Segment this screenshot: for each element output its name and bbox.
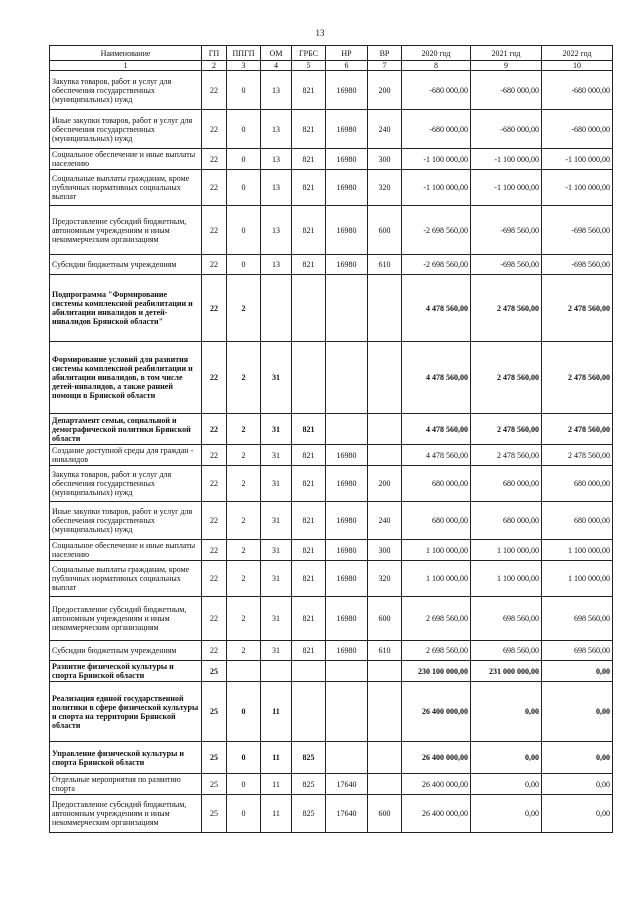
col-index-cell: 3	[227, 61, 261, 71]
year-2020-cell: 1 100 000,00	[402, 561, 471, 597]
nr-cell: 16980	[326, 255, 368, 275]
grbs-cell	[292, 275, 326, 342]
ppgp-cell: 0	[227, 682, 261, 742]
col-gp-header: ГП	[202, 46, 227, 61]
col-index-cell: 7	[368, 61, 402, 71]
grbs-cell: 821	[292, 149, 326, 170]
table-row	[50, 795, 613, 833]
vr-cell: 240	[368, 110, 402, 149]
row-name-cell: Социальные выплаты гражданам, кроме публичных нормативных социальных выплат	[50, 170, 202, 206]
om-cell: 13	[261, 110, 292, 149]
grbs-cell: 821	[292, 466, 326, 502]
nr-cell: 16980	[326, 206, 368, 255]
om-cell	[261, 661, 292, 682]
row-name-cell: Департамент семьи, социальной и демографической политики Брянской области	[50, 414, 202, 445]
year-2021-cell: 1 100 000,00	[471, 561, 542, 597]
year-2022-cell: 0,00	[542, 742, 613, 774]
grbs-cell: 821	[292, 561, 326, 597]
row-name-cell: Иные закупки товаров, работ и услуг для обеспечения государственных (муниципальных) нужд	[50, 110, 202, 149]
vr-cell: 320	[368, 561, 402, 597]
year-2021-cell: 680 000,00	[471, 502, 542, 540]
nr-cell: 17640	[326, 774, 368, 795]
table-row	[50, 641, 613, 661]
om-cell: 11	[261, 742, 292, 774]
grbs-cell: 821	[292, 71, 326, 110]
om-cell: 13	[261, 71, 292, 110]
om-cell: 13	[261, 255, 292, 275]
vr-cell: 600	[368, 795, 402, 833]
year-2021-cell: -1 100 000,00	[471, 149, 542, 170]
year-2022-cell: 0,00	[542, 661, 613, 682]
year-2020-cell: 2 698 560,00	[402, 597, 471, 641]
year-2022-cell: -680 000,00	[542, 71, 613, 110]
year-2021-cell: 680 000,00	[471, 466, 542, 502]
table-row	[50, 540, 613, 561]
year-2021-cell: -1 100 000,00	[471, 170, 542, 206]
row-name-cell: Закупка товаров, работ и услуг для обеспечения государственных (муниципальных) нужд	[50, 466, 202, 502]
col-2020-header: 2020 год	[402, 46, 471, 61]
table-row	[50, 342, 613, 414]
om-cell: 11	[261, 682, 292, 742]
grbs-cell: 821	[292, 110, 326, 149]
vr-cell	[368, 742, 402, 774]
year-2021-cell: -680 000,00	[471, 71, 542, 110]
row-name-cell: Социальное обеспечение и иные выплаты населению	[50, 149, 202, 170]
row-name-cell: Закупка товаров, работ и услуг для обеспечения государственных (муниципальных) нужд	[50, 71, 202, 110]
nr-cell: 16980	[326, 597, 368, 641]
year-2020-cell: 680 000,00	[402, 502, 471, 540]
year-2021-cell: 0,00	[471, 682, 542, 742]
ppgp-cell: 2	[227, 597, 261, 641]
gp-cell: 22	[202, 641, 227, 661]
table-row	[50, 275, 613, 342]
ppgp-cell: 2	[227, 466, 261, 502]
nr-cell: 16980	[326, 149, 368, 170]
col-2022-header: 2022 год	[542, 46, 613, 61]
table-row	[50, 774, 613, 795]
table-row	[50, 661, 613, 682]
year-2020-cell: 2 698 560,00	[402, 641, 471, 661]
grbs-cell	[292, 342, 326, 414]
year-2022-cell: 2 478 560,00	[542, 342, 613, 414]
year-2022-cell: 698 560,00	[542, 641, 613, 661]
budget-table	[49, 45, 613, 833]
year-2022-cell: 698 560,00	[542, 597, 613, 641]
year-2021-cell: 0,00	[471, 774, 542, 795]
table-row	[50, 170, 613, 206]
grbs-cell: 825	[292, 795, 326, 833]
table-row	[50, 742, 613, 774]
ppgp-cell: 0	[227, 742, 261, 774]
ppgp-cell: 0	[227, 71, 261, 110]
year-2021-cell: 0,00	[471, 795, 542, 833]
vr-cell: 610	[368, 255, 402, 275]
ppgp-cell: 2	[227, 502, 261, 540]
col-index-cell: 6	[326, 61, 368, 71]
grbs-cell	[292, 661, 326, 682]
table-row	[50, 255, 613, 275]
om-cell: 31	[261, 540, 292, 561]
year-2020-cell: -680 000,00	[402, 71, 471, 110]
gp-cell: 25	[202, 774, 227, 795]
row-name-cell: Управление физической культуры и спорта Брянской области	[50, 742, 202, 774]
year-2020-cell: -2 698 560,00	[402, 206, 471, 255]
col-2021-header: 2021 год	[471, 46, 542, 61]
om-cell: 31	[261, 561, 292, 597]
table-row	[50, 110, 613, 149]
gp-cell: 22	[202, 597, 227, 641]
year-2021-cell: 2 478 560,00	[471, 275, 542, 342]
nr-cell: 16980	[326, 445, 368, 466]
row-name-cell: Предоставление субсидий бюджетным, автономным учреждениям и иным некоммерческим организациям	[50, 795, 202, 833]
year-2020-cell: 26 400 000,00	[402, 774, 471, 795]
ppgp-cell: 0	[227, 206, 261, 255]
col-index-cell: 9	[471, 61, 542, 71]
om-cell: 31	[261, 342, 292, 414]
ppgp-cell: 2	[227, 540, 261, 561]
col-vr-header: ВР	[368, 46, 402, 61]
table-row	[50, 445, 613, 466]
vr-cell	[368, 275, 402, 342]
col-index-cell: 2	[202, 61, 227, 71]
vr-cell: 300	[368, 540, 402, 561]
year-2022-cell: 2 478 560,00	[542, 445, 613, 466]
ppgp-cell: 0	[227, 149, 261, 170]
ppgp-cell	[227, 661, 261, 682]
vr-cell: 320	[368, 170, 402, 206]
col-grbs-header: ГРБС	[292, 46, 326, 61]
om-cell: 31	[261, 597, 292, 641]
nr-cell	[326, 682, 368, 742]
year-2020-cell: -680 000,00	[402, 110, 471, 149]
year-2020-cell: 4 478 560,00	[402, 275, 471, 342]
table-row	[50, 502, 613, 540]
gp-cell: 22	[202, 502, 227, 540]
table-row	[50, 71, 613, 110]
ppgp-cell: 0	[227, 110, 261, 149]
nr-cell: 16980	[326, 540, 368, 561]
table-row	[50, 149, 613, 170]
table-body	[50, 71, 613, 833]
nr-cell	[326, 342, 368, 414]
table-row	[50, 466, 613, 502]
header-index-row	[50, 61, 613, 71]
gp-cell: 22	[202, 170, 227, 206]
om-cell: 31	[261, 641, 292, 661]
col-nr-header: НР	[326, 46, 368, 61]
om-cell: 31	[261, 445, 292, 466]
vr-cell: 600	[368, 206, 402, 255]
grbs-cell: 825	[292, 774, 326, 795]
vr-cell: 240	[368, 502, 402, 540]
row-name-cell: Отдельные мероприятия по развитию спорта	[50, 774, 202, 795]
gp-cell: 22	[202, 255, 227, 275]
year-2021-cell: -680 000,00	[471, 110, 542, 149]
table-row	[50, 561, 613, 597]
gp-cell: 22	[202, 206, 227, 255]
nr-cell: 16980	[326, 170, 368, 206]
year-2022-cell: 680 000,00	[542, 466, 613, 502]
year-2022-cell: 0,00	[542, 682, 613, 742]
gp-cell: 25	[202, 742, 227, 774]
row-name-cell: Социальные выплаты гражданам, кроме публичных нормативных социальных выплат	[50, 561, 202, 597]
ppgp-cell: 2	[227, 641, 261, 661]
table-row	[50, 206, 613, 255]
table-row	[50, 414, 613, 445]
gp-cell: 25	[202, 661, 227, 682]
header-row	[50, 46, 613, 61]
row-name-cell: Субсидии бюджетным учреждениям	[50, 255, 202, 275]
table-row	[50, 597, 613, 641]
col-ppgp-header: ППГП	[227, 46, 261, 61]
vr-cell: 300	[368, 149, 402, 170]
year-2020-cell: 4 478 560,00	[402, 342, 471, 414]
year-2020-cell: 26 400 000,00	[402, 795, 471, 833]
gp-cell: 22	[202, 110, 227, 149]
vr-cell: 200	[368, 466, 402, 502]
row-name-cell: Создание доступной среды для граждан - инвалидов	[50, 445, 202, 466]
nr-cell	[326, 742, 368, 774]
vr-cell: 610	[368, 641, 402, 661]
nr-cell: 16980	[326, 561, 368, 597]
year-2022-cell: -698 560,00	[542, 206, 613, 255]
ppgp-cell: 2	[227, 445, 261, 466]
row-name-cell: Реализация единой государственной политики в сфере физической культуры и спорта на территории Брянской области	[50, 682, 202, 742]
grbs-cell: 825	[292, 742, 326, 774]
year-2020-cell: 26 400 000,00	[402, 742, 471, 774]
nr-cell: 16980	[326, 71, 368, 110]
gp-cell: 22	[202, 466, 227, 502]
row-name-cell: Подпрограмма "Формирование системы комплексной реабилитации и абилитации инвалидов и детей-инвалидов Брянской области"	[50, 275, 202, 342]
grbs-cell: 821	[292, 255, 326, 275]
year-2021-cell: -698 560,00	[471, 206, 542, 255]
vr-cell	[368, 774, 402, 795]
ppgp-cell: 0	[227, 774, 261, 795]
year-2020-cell: 230 100 000,00	[402, 661, 471, 682]
year-2021-cell: 2 478 560,00	[471, 445, 542, 466]
row-name-cell: Развитие физической культуры и спорта Брянской области	[50, 661, 202, 682]
nr-cell: 16980	[326, 641, 368, 661]
year-2021-cell: 231 000 000,00	[471, 661, 542, 682]
table-row	[50, 682, 613, 742]
page-number: 13	[315, 28, 325, 38]
year-2022-cell: 2 478 560,00	[542, 275, 613, 342]
col-index-cell: 5	[292, 61, 326, 71]
year-2020-cell: -1 100 000,00	[402, 149, 471, 170]
row-name-cell: Предоставление субсидий бюджетным, автономным учреждениям и иным некоммерческим организациям	[50, 206, 202, 255]
ppgp-cell: 2	[227, 275, 261, 342]
year-2020-cell: 4 478 560,00	[402, 414, 471, 445]
vr-cell	[368, 682, 402, 742]
grbs-cell: 821	[292, 540, 326, 561]
om-cell: 31	[261, 466, 292, 502]
om-cell: 13	[261, 149, 292, 170]
om-cell: 31	[261, 414, 292, 445]
year-2020-cell: -1 100 000,00	[402, 170, 471, 206]
grbs-cell: 821	[292, 597, 326, 641]
nr-cell: 16980	[326, 466, 368, 502]
col-index-cell: 4	[261, 61, 292, 71]
nr-cell	[326, 275, 368, 342]
vr-cell: 600	[368, 597, 402, 641]
year-2022-cell: 0,00	[542, 774, 613, 795]
nr-cell	[326, 414, 368, 445]
col-index-cell: 1	[50, 61, 202, 71]
gp-cell: 22	[202, 540, 227, 561]
gp-cell: 22	[202, 71, 227, 110]
gp-cell: 22	[202, 342, 227, 414]
year-2022-cell: 2 478 560,00	[542, 414, 613, 445]
year-2022-cell: 1 100 000,00	[542, 561, 613, 597]
vr-cell	[368, 445, 402, 466]
grbs-cell: 821	[292, 206, 326, 255]
year-2022-cell: 680 000,00	[542, 502, 613, 540]
year-2022-cell: -1 100 000,00	[542, 149, 613, 170]
year-2021-cell: 2 478 560,00	[471, 342, 542, 414]
year-2022-cell: -1 100 000,00	[542, 170, 613, 206]
year-2021-cell: 698 560,00	[471, 641, 542, 661]
gp-cell: 22	[202, 275, 227, 342]
year-2021-cell: -698 560,00	[471, 255, 542, 275]
om-cell: 13	[261, 170, 292, 206]
col-name-header: Наименование	[50, 46, 202, 61]
row-name-cell: Предоставление субсидий бюджетным, автономным учреждениям и иным некоммерческим организациям	[50, 597, 202, 641]
row-name-cell: Субсидии бюджетным учреждениям	[50, 641, 202, 661]
row-name-cell: Социальное обеспечение и иные выплаты населению	[50, 540, 202, 561]
col-index-cell: 8	[402, 61, 471, 71]
vr-cell: 200	[368, 71, 402, 110]
gp-cell: 25	[202, 795, 227, 833]
col-index-cell: 10	[542, 61, 613, 71]
grbs-cell: 821	[292, 414, 326, 445]
om-cell: 31	[261, 502, 292, 540]
year-2022-cell: -680 000,00	[542, 110, 613, 149]
year-2020-cell: 1 100 000,00	[402, 540, 471, 561]
gp-cell: 22	[202, 561, 227, 597]
ppgp-cell: 2	[227, 561, 261, 597]
year-2020-cell: 680 000,00	[402, 466, 471, 502]
ppgp-cell: 2	[227, 342, 261, 414]
year-2022-cell: 0,00	[542, 795, 613, 833]
om-cell: 13	[261, 206, 292, 255]
ppgp-cell: 0	[227, 795, 261, 833]
row-name-cell: Иные закупки товаров, работ и услуг для обеспечения государственных (муниципальных) нужд	[50, 502, 202, 540]
year-2021-cell: 0,00	[471, 742, 542, 774]
col-om-header: ОМ	[261, 46, 292, 61]
gp-cell: 22	[202, 414, 227, 445]
year-2020-cell: 4 478 560,00	[402, 445, 471, 466]
ppgp-cell: 2	[227, 414, 261, 445]
gp-cell: 22	[202, 445, 227, 466]
grbs-cell	[292, 682, 326, 742]
year-2021-cell: 2 478 560,00	[471, 414, 542, 445]
year-2021-cell: 698 560,00	[471, 597, 542, 641]
row-name-cell: Формирование условий для развития системы комплексной реабилитации и абилитации инвалидов, в том числе детей-инвалидов, а также ранней помощи в Брянской области	[50, 342, 202, 414]
vr-cell	[368, 342, 402, 414]
grbs-cell: 821	[292, 445, 326, 466]
gp-cell: 22	[202, 149, 227, 170]
grbs-cell: 821	[292, 502, 326, 540]
om-cell: 11	[261, 795, 292, 833]
nr-cell: 16980	[326, 110, 368, 149]
grbs-cell: 821	[292, 170, 326, 206]
ppgp-cell: 0	[227, 170, 261, 206]
ppgp-cell: 0	[227, 255, 261, 275]
vr-cell	[368, 661, 402, 682]
year-2022-cell: 1 100 000,00	[542, 540, 613, 561]
grbs-cell: 821	[292, 641, 326, 661]
year-2022-cell: -698 560,00	[542, 255, 613, 275]
vr-cell	[368, 414, 402, 445]
gp-cell: 25	[202, 682, 227, 742]
nr-cell	[326, 661, 368, 682]
year-2020-cell: -2 698 560,00	[402, 255, 471, 275]
year-2020-cell: 26 400 000,00	[402, 682, 471, 742]
om-cell	[261, 275, 292, 342]
om-cell: 11	[261, 774, 292, 795]
year-2021-cell: 1 100 000,00	[471, 540, 542, 561]
nr-cell: 16980	[326, 502, 368, 540]
nr-cell: 17640	[326, 795, 368, 833]
